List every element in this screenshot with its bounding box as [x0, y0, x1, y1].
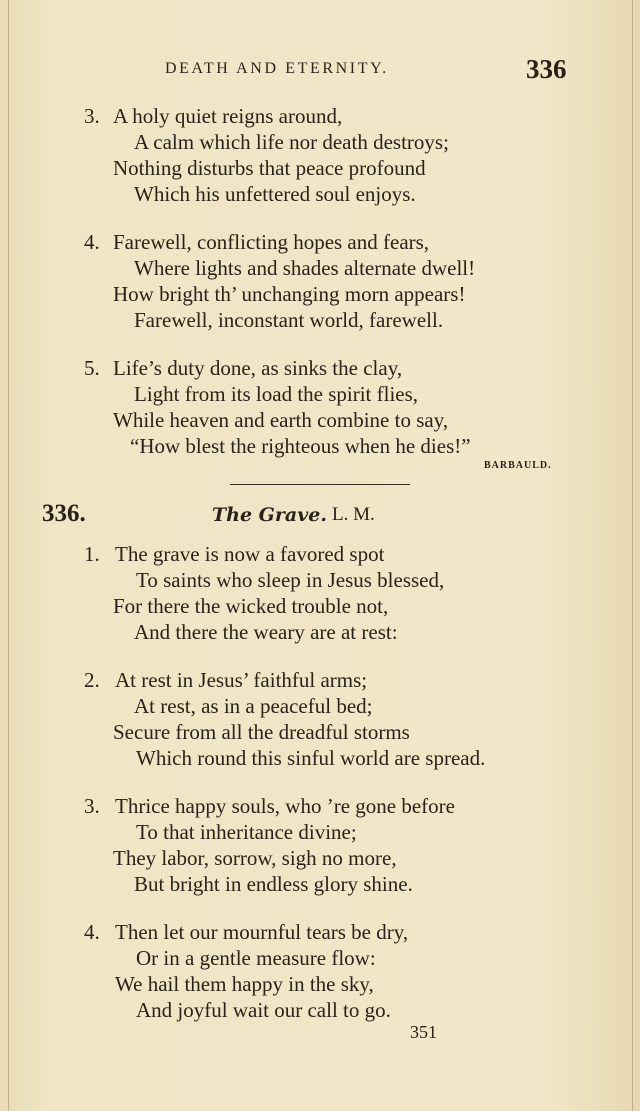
verse-line: At rest, as in a peaceful bed; — [134, 694, 373, 718]
verse-line: But bright in endless glory shine. — [134, 872, 413, 896]
verse-line: How bright th’ unchanging morn appears! — [113, 282, 466, 306]
verse-line: Which round this sinful world are spread. — [136, 746, 486, 770]
page-number: 336 — [526, 54, 567, 84]
running-header — [0, 54, 640, 88]
verse-line: Then let our mournful tears be dry, — [115, 920, 409, 944]
verse-line: A calm which life nor death destroys; — [134, 130, 449, 154]
verse-line: Or in a gentle measure flow: — [136, 946, 376, 970]
running-title: DEATH AND ETERNITY. — [165, 60, 389, 77]
page-edge — [632, 0, 633, 1111]
footer-page-number: 351 — [410, 1022, 437, 1042]
verse-line: While heaven and earth combine to say, — [113, 408, 449, 432]
stanza-number: 4. — [84, 920, 100, 944]
stanza-number: 4. — [84, 230, 100, 254]
verse-line: Secure from all the dreadful storms — [113, 720, 410, 744]
verse-line: A holy quiet reigns around, — [113, 104, 343, 128]
verse-line: To that inheritance divine; — [136, 820, 357, 844]
stanza-number: 3. — [84, 104, 100, 128]
verse-line: And there the weary are at rest: — [134, 620, 398, 644]
verse-line: And joyful wait our call to go. — [136, 998, 391, 1022]
stanza-number: 5. — [84, 356, 100, 380]
verse-line: We hail them happy in the sky, — [115, 972, 374, 996]
verse-line: They labor, sorrow, sigh no more, — [113, 846, 397, 870]
verse-line: “How blest the righteous when he dies!” — [130, 434, 471, 458]
verse-line: For there the wicked trouble not, — [113, 594, 389, 618]
stanza-number: 2. — [84, 668, 100, 692]
section-divider — [230, 484, 410, 485]
verse-line: Nothing disturbs that peace profound — [113, 156, 426, 180]
stanza-number: 3. — [84, 794, 100, 818]
page-edge — [8, 0, 9, 1111]
verse-line: Life’s duty done, as sinks the clay, — [113, 356, 403, 380]
verse-line: Farewell, conflicting hopes and fears, — [113, 230, 430, 254]
verse-line: Thrice happy souls, who ’re gone before — [115, 794, 455, 818]
verse-line: Light from its load the spirit flies, — [134, 382, 419, 406]
verse-line: Where lights and shades alternate dwell! — [134, 256, 476, 280]
verse-line: The grave is now a favored spot — [115, 542, 385, 566]
hymn-meter: L. M. — [332, 504, 375, 525]
hymn-number: 336. — [42, 500, 86, 527]
verse-line: At rest in Jesus’ faithful arms; — [115, 668, 368, 692]
hymn-title: The Grave. — [212, 504, 327, 526]
verse-line: Which his unfettered soul enjoys. — [134, 182, 416, 206]
verse-line: To saints who sleep in Jesus blessed, — [136, 568, 445, 592]
stanza-number: 1. — [84, 542, 100, 566]
verse-line: Farewell, inconstant world, farewell. — [134, 308, 444, 332]
author-attribution: BARBAULD. — [484, 460, 552, 471]
